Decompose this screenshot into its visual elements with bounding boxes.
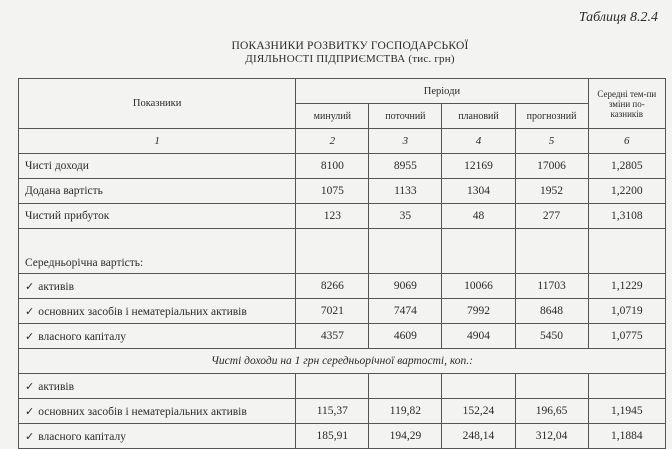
row-label: активів [38, 380, 74, 393]
row-label: основних засобів і нематеріальних активів [38, 405, 247, 418]
value-cell: 8955 [369, 154, 442, 179]
row-label-cell [19, 229, 296, 274]
value-cell: 248,14 [442, 424, 515, 449]
title-line-1: ПОКАЗНИКИ РОЗВИТКУ ГОСПОДАРСЬКОЇ [231, 40, 469, 52]
row-label-cell [19, 204, 296, 229]
value-cell: 1133 [369, 179, 442, 204]
value-cell: 1952 [515, 179, 588, 204]
value-cell: 10066 [442, 274, 515, 299]
check-mark-icon: ✓ [25, 305, 35, 318]
table-row [19, 274, 666, 299]
value-cell: 7021 [296, 299, 369, 324]
header-periods: Періоди [296, 79, 588, 104]
value-cell: 1,1945 [588, 399, 665, 424]
value-cell [588, 374, 665, 399]
value-cell: 8266 [296, 274, 369, 299]
header-period-current: поточний [369, 104, 442, 129]
table-row [19, 374, 666, 399]
indicators-table [18, 78, 666, 449]
value-cell [515, 229, 588, 274]
value-cell: 1,1229 [588, 274, 665, 299]
value-cell: 312,04 [515, 424, 588, 449]
row-label: Чистий прибуток [25, 210, 110, 222]
header-indicators: Показники [19, 79, 296, 129]
table-row [19, 424, 666, 449]
column-number: 3 [369, 129, 442, 154]
row-label-cell [19, 154, 296, 179]
row-label: Середньорічна вартість: [25, 257, 144, 269]
table-body [19, 154, 666, 449]
value-cell: 194,29 [369, 424, 442, 449]
value-cell: 115,37 [296, 399, 369, 424]
column-number: 5 [515, 129, 588, 154]
value-cell: 1,0775 [588, 324, 665, 349]
table-row [19, 229, 666, 274]
check-mark-icon: ✓ [25, 430, 35, 443]
value-cell: 8100 [296, 154, 369, 179]
value-cell [296, 229, 369, 274]
value-cell: 119,82 [369, 399, 442, 424]
value-cell: 7474 [369, 299, 442, 324]
value-cell: 277 [515, 204, 588, 229]
value-cell [515, 374, 588, 399]
row-label-cell [19, 399, 296, 424]
value-cell [588, 229, 665, 274]
value-cell: 4609 [369, 324, 442, 349]
value-cell: 35 [369, 204, 442, 229]
row-label: Чисті доходи [25, 160, 89, 172]
value-cell [296, 374, 369, 399]
value-cell: 1,3108 [588, 204, 665, 229]
row-label-cell [19, 324, 296, 349]
value-cell: 4904 [442, 324, 515, 349]
value-cell: 196,65 [515, 399, 588, 424]
table-row [19, 179, 666, 204]
value-cell: 5450 [515, 324, 588, 349]
value-cell [369, 374, 442, 399]
check-mark-icon: ✓ [25, 405, 35, 418]
value-cell: 123 [296, 204, 369, 229]
value-cell: 8648 [515, 299, 588, 324]
row-label-cell [19, 424, 296, 449]
column-number: 6 [588, 129, 665, 154]
row-label: власного капіталу [38, 330, 126, 343]
check-mark-icon: ✓ [25, 280, 35, 293]
row-label: Додана вартість [25, 185, 103, 197]
header-avg-rate: Середні тем-пи зміни по-казників [588, 79, 665, 129]
row-label-cell [19, 179, 296, 204]
value-cell: 7992 [442, 299, 515, 324]
value-cell [369, 229, 442, 274]
value-cell [442, 374, 515, 399]
title-line-2: ДІЯЛЬНОСТІ ПІДПРИЄМСТВА (тис. грн) [245, 53, 455, 65]
value-cell: 48 [442, 204, 515, 229]
value-cell: 1,0719 [588, 299, 665, 324]
header-period-planned: плановий [442, 104, 515, 129]
row-label: основних засобів і нематеріальних активів [38, 305, 247, 318]
value-cell: 1075 [296, 179, 369, 204]
row-label: власного капіталу [38, 430, 126, 443]
value-cell: 12169 [442, 154, 515, 179]
table-title [170, 40, 530, 66]
table-row [19, 399, 666, 424]
value-cell: 11703 [515, 274, 588, 299]
value-cell: 1,2200 [588, 179, 665, 204]
value-cell: 152,24 [442, 399, 515, 424]
value-cell: 1,2805 [588, 154, 665, 179]
table-row [19, 299, 666, 324]
value-cell: 1,1884 [588, 424, 665, 449]
column-number: 1 [19, 129, 296, 154]
table-number: Таблиця 8.2.4 [578, 10, 658, 25]
column-number: 4 [442, 129, 515, 154]
table-row [19, 324, 666, 349]
value-cell [442, 229, 515, 274]
value-cell: 185,91 [296, 424, 369, 449]
section-row [19, 349, 666, 374]
row-label-cell [19, 274, 296, 299]
value-cell: 4357 [296, 324, 369, 349]
value-cell: 17006 [515, 154, 588, 179]
table-row [19, 204, 666, 229]
header-period-past: минулий [296, 104, 369, 129]
column-number: 2 [296, 129, 369, 154]
value-cell: 9069 [369, 274, 442, 299]
value-cell: 1304 [442, 179, 515, 204]
row-label: активів [38, 280, 74, 293]
row-label-cell [19, 374, 296, 399]
section-title: Чисті доходи на 1 грн середньорічної вартості, коп.: [19, 349, 666, 374]
row-label-cell [19, 299, 296, 324]
header-period-forecast: прогнозний [515, 104, 588, 129]
check-mark-icon: ✓ [25, 380, 35, 393]
check-mark-icon: ✓ [25, 330, 35, 343]
table-row [19, 154, 666, 179]
